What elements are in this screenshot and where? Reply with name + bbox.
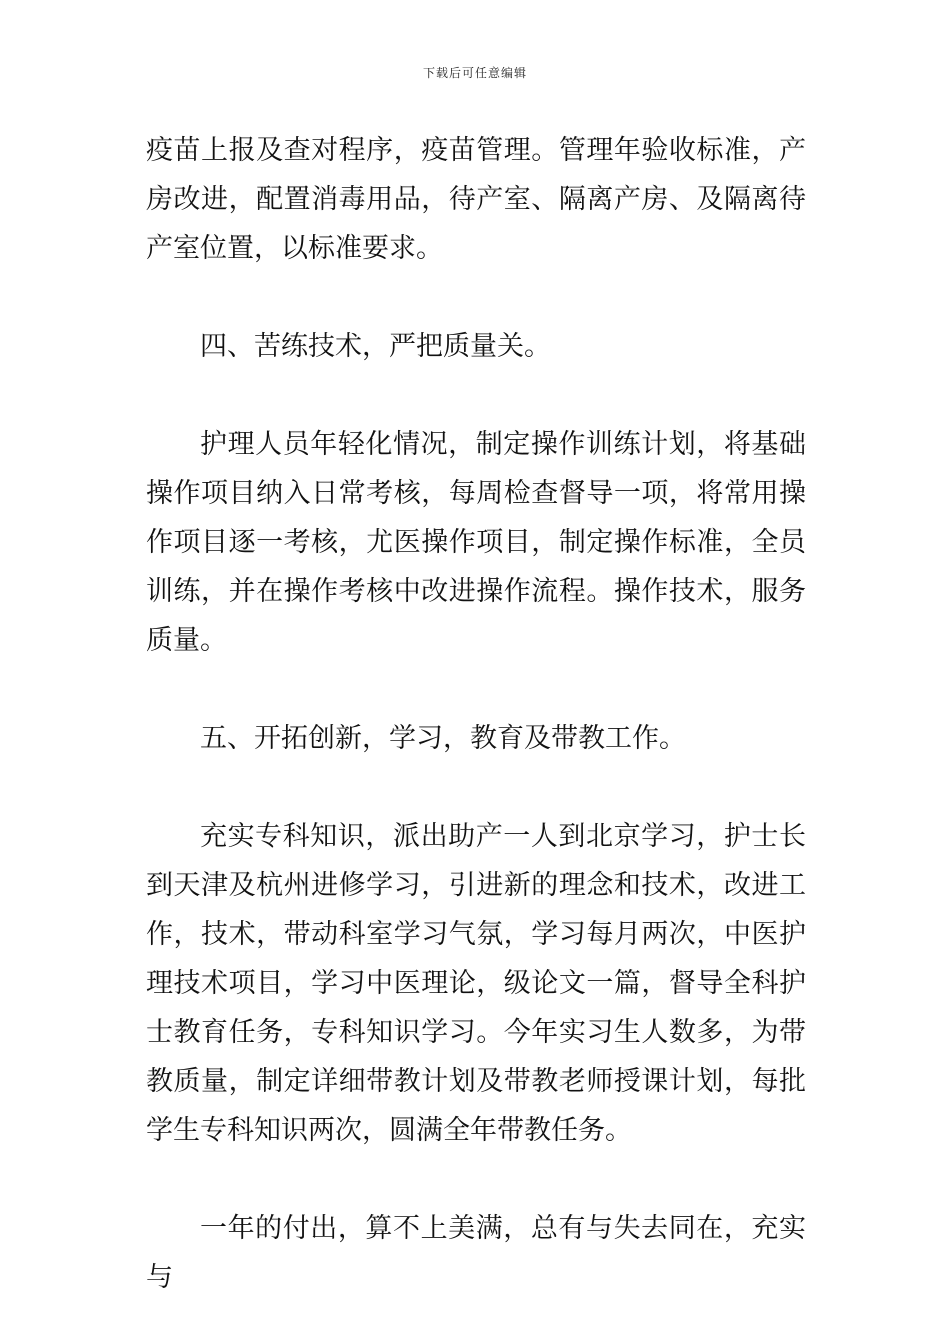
paragraph-spacer [146, 1155, 806, 1204]
paragraph-operation-training: 护理人员年轻化情况，制定操作训练计划，将基础操作项目纳入日常考核，每周检查督导一项，将常用操作项目逐一考核，尤医操作项目，制定操作标准，全员训练，并在操作考核中改进操作流程。操作技术，服务质量。 [146, 429, 806, 656]
paragraph-spacer [146, 665, 806, 714]
paragraph-spacer [146, 763, 806, 812]
paragraph-year-summary: 一年的付出，算不上美满，总有与失去同在，充实与 [146, 1213, 806, 1293]
paragraph-vaccine-management: 疫苗上报及查对程序，疫苗管理。管理年验收标准，产房改进，配置消毒用品，待产室、隔离产房、及隔离待产室位置，以标准要求。 [146, 135, 806, 264]
header-note: 下载后可任意编辑 [422, 66, 527, 80]
section-heading-five: 五、开拓创新，学习，教育及带教工作。 [200, 723, 686, 754]
paragraph-spacer [146, 371, 806, 420]
paragraph-education-teaching: 充实专科知识，派出助产一人到北京学习，护士长到天津及杭州进修学习，引进新的理念和技术，改进工作，技术，带动科室学习气氛，学习每月两次，中医护理技术项目，学习中医理论，级论文一篇，督导全科护士教育任务，专科知识学习。今年实习生人数多，为带教质量，制定详细带教计划及带教老师授课计划，每批学生专科知识两次，圆满全年带教任务。 [146, 821, 806, 1146]
section-heading-four: 四、苦练技术，严把质量关。 [200, 331, 551, 362]
document-body [146, 126, 806, 1302]
paragraph-spacer [146, 273, 806, 322]
